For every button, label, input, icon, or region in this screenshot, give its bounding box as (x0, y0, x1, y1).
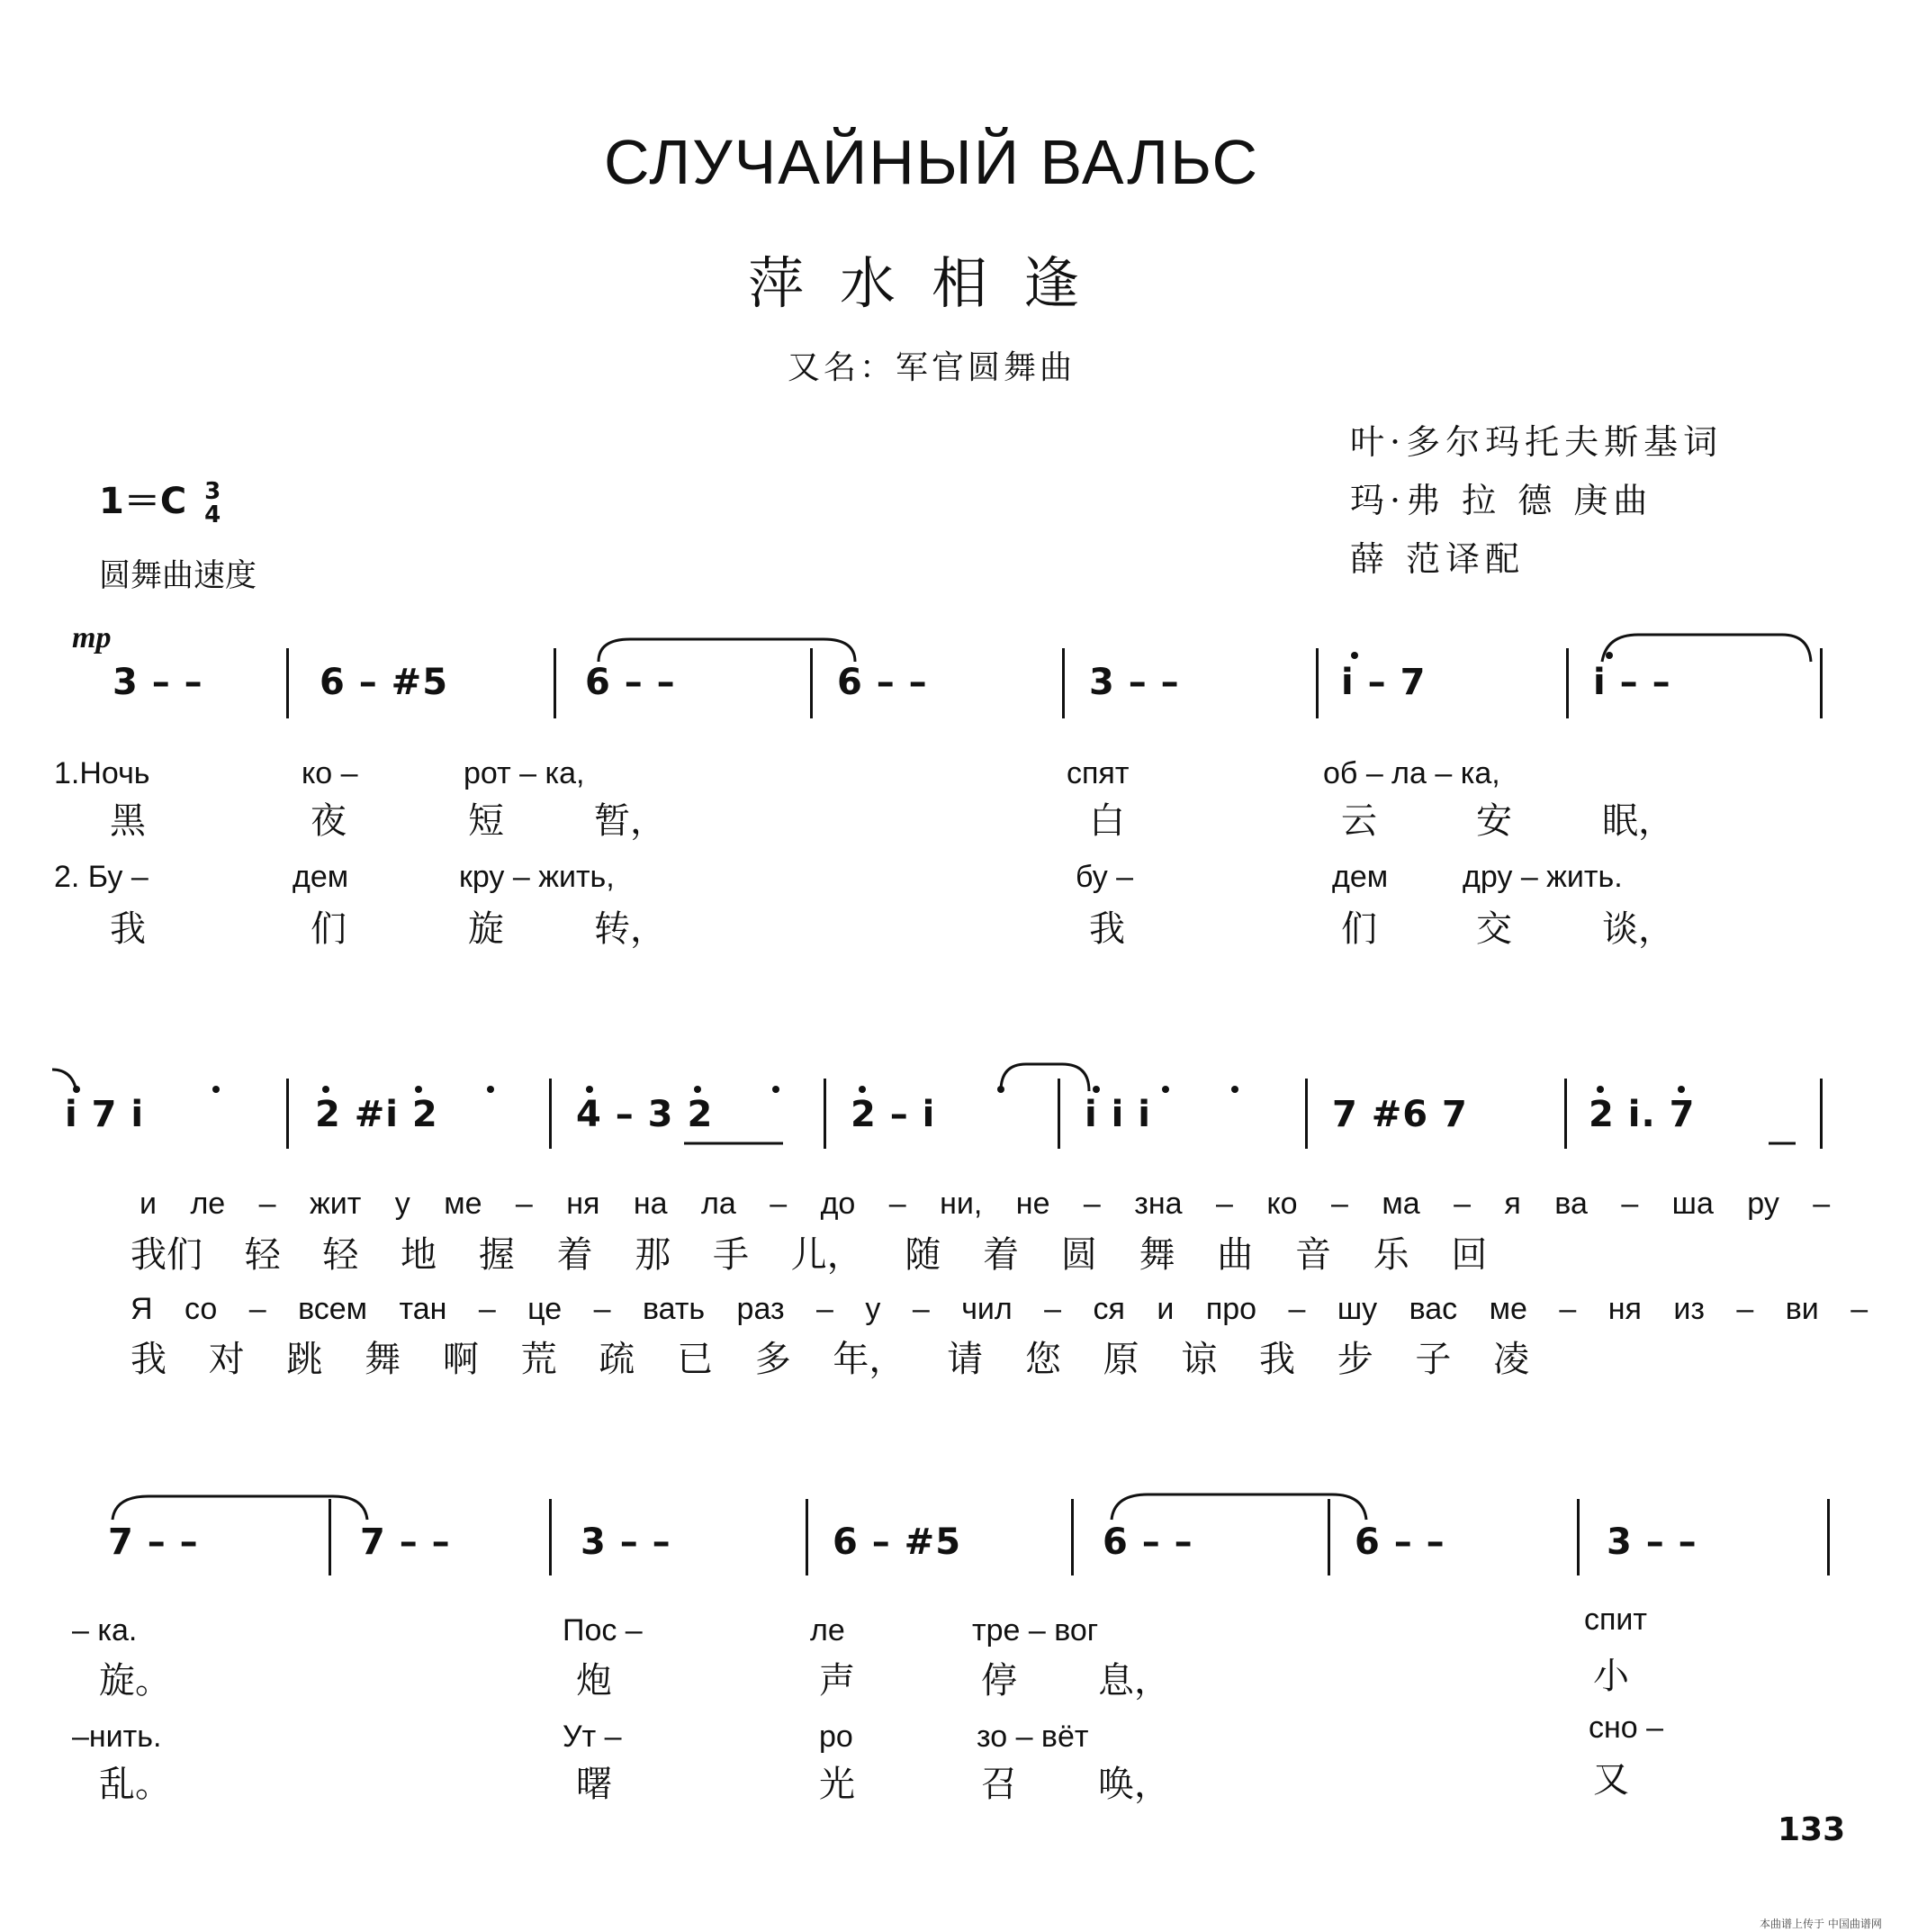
octave-dot (212, 1086, 220, 1093)
lyric-ru-2: дем (1332, 860, 1389, 894)
lyric-ru-2: Ут – (563, 1720, 622, 1754)
octave-dot (487, 1086, 494, 1093)
lyric-ru-1: и ле – жит у ме – ня на ла – до – ни, не – зна – ко – ма – я ва – ша ру – (140, 1187, 1831, 1221)
octave-dot (415, 1086, 422, 1093)
lyric-cn-2: 唤， (1098, 1764, 1170, 1805)
lyric-cn-2: 我 (110, 908, 146, 950)
page-number: 133 (1778, 1811, 1846, 1848)
title-chinese: 萍水相逢 (747, 250, 1115, 316)
octave-dot (859, 1086, 866, 1093)
measure-11-notes: 2 – i (851, 1094, 936, 1135)
translator-credit: 薛 范译配 (1350, 539, 1526, 579)
measure-16-notes: 7 – – (360, 1521, 451, 1563)
lyric-ru-2: дру – жить. (1463, 860, 1623, 894)
lyric-cn-2: 交 (1476, 908, 1512, 950)
lyric-cn-1: 安 (1476, 800, 1512, 842)
lyric-cn-2: 我 (1089, 908, 1125, 950)
octave-dot (997, 1086, 1004, 1093)
measure-9-notes: 2 #i 2 (315, 1094, 438, 1135)
dynamic-marking: mp (72, 621, 112, 655)
lyric-cn-1: 暂， (594, 800, 666, 842)
time-signature: 3 4 (204, 478, 221, 528)
lyric-cn-2: 又 (1593, 1759, 1629, 1801)
lyric-ru-2: 2. Бу – (54, 860, 149, 894)
tie-arc (1602, 635, 1811, 662)
tie-arc (1001, 1064, 1089, 1091)
lyric-cn-2: 召 (981, 1764, 1017, 1805)
composer-credit: 玛·弗 拉 德 庚曲 (1350, 481, 1653, 520)
lyric-ru-2: –нить. (72, 1720, 162, 1754)
lyric-ru-2: сно – (1589, 1711, 1664, 1745)
lyricist-credit: 叶·多尔玛托夫斯基词 (1350, 422, 1724, 462)
lyric-cn-1: 我们 轻 轻 地 握 着 那 手 儿， 随 着 圆 舞 曲 音 乐 回 (131, 1234, 1488, 1276)
lyric-cn-1: 声 (819, 1660, 855, 1702)
octave-dot (1678, 1086, 1685, 1093)
octave-dot (1162, 1086, 1169, 1093)
alternate-name: 又名：军官圆舞曲 (787, 349, 1076, 386)
measure-7-notes: i – – (1593, 662, 1671, 703)
tie-arc (52, 1070, 77, 1091)
lyric-cn-1: 云 (1341, 800, 1377, 842)
lyric-cn-1: 眠， (1602, 800, 1674, 842)
lyric-ru-2: кру – жить, (459, 860, 615, 894)
octave-dot (322, 1086, 329, 1093)
measure-15-notes: 7 – – (108, 1521, 199, 1563)
measure-8-notes: i 7 i (65, 1094, 145, 1135)
measure-6-notes: i – 7 (1341, 662, 1427, 703)
lyric-cn-1: 停 (981, 1660, 1017, 1702)
lyric-cn-2: 我 对 跳 舞 啊 荒 疏 已 多 年， 请 您 原 谅 我 步 子 凌 (131, 1339, 1530, 1380)
lyric-cn-2: 们 (1341, 908, 1377, 950)
lyric-cn-1: 旋。 (99, 1660, 171, 1702)
lyric-cn-1: 短 (468, 800, 504, 842)
octave-dot (1093, 1086, 1100, 1093)
lyric-ru-2: ро (819, 1720, 853, 1754)
lyric-ru-1: спит (1584, 1602, 1647, 1637)
octave-dot (1231, 1086, 1238, 1093)
lyric-ru-1: Пос – (563, 1613, 643, 1648)
tie-arc (599, 639, 855, 662)
lyric-ru-2: дем (293, 860, 349, 894)
measure-20-notes: 6 – – (1355, 1521, 1445, 1563)
lyric-ru-2: зо – вёт (977, 1720, 1089, 1754)
measure-5-notes: 3 – – (1089, 662, 1180, 703)
octave-dot (694, 1086, 701, 1093)
lyric-cn-1: 白 (1089, 800, 1125, 842)
measure-2-notes: 6 – #5 (320, 662, 449, 703)
lyric-cn-1: 炮 (576, 1660, 612, 1702)
tie-arc (113, 1496, 367, 1520)
lyric-cn-1: 息， (1098, 1660, 1170, 1702)
tempo-marking: 圆舞曲速度 (99, 558, 257, 594)
lyric-ru-1: тре – вог (972, 1613, 1099, 1648)
lyric-cn-1: 小 (1593, 1656, 1629, 1697)
lyric-ru-1: об – ла – ка, (1323, 756, 1500, 790)
octave-dot (772, 1086, 779, 1093)
measure-18-notes: 6 – #5 (833, 1521, 962, 1563)
measure-17-notes: 3 – – (581, 1521, 671, 1563)
lyric-ru-1: ле (810, 1613, 845, 1648)
measure-13-notes: 7 #6 7 (1332, 1094, 1468, 1135)
measure-19-notes: 6 – – (1103, 1521, 1193, 1563)
tie-arc (1112, 1494, 1366, 1520)
measure-4-notes: 6 – – (837, 662, 928, 703)
lyric-ru-1: – ка. (72, 1613, 138, 1648)
lyric-ru-1: рот – ка, (464, 756, 585, 790)
measure-21-notes: 3 – – (1607, 1521, 1697, 1563)
lyric-ru-2: Я со – всем тан – це – вать раз – у – чил – ся и про – шу вас ме – ня из – ви – (131, 1292, 1868, 1326)
octave-dot (586, 1086, 593, 1093)
lyric-cn-2: 转， (594, 908, 666, 950)
title-russian: СЛУЧАЙНЫЙ ВАЛЬС (603, 127, 1260, 197)
octave-dot (1351, 652, 1358, 659)
upload-watermark: 本曲谱上传于 中国曲谱网 (1760, 1918, 1882, 1930)
lyric-ru-1: ко – (302, 756, 358, 790)
lyric-cn-2: 谈， (1602, 908, 1674, 950)
lyric-cn-2: 曙 (576, 1764, 612, 1805)
measure-10-notes: 4 – 3 2 (576, 1094, 714, 1135)
lyric-ru-2: бу – (1076, 860, 1134, 894)
octave-dot (1597, 1086, 1604, 1093)
lyric-cn-1: 夜 (311, 800, 347, 842)
measure-14-notes: 2 i. 7 (1589, 1094, 1696, 1135)
octave-dot (1606, 652, 1613, 659)
lyric-cn-2: 们 (311, 908, 347, 950)
lyric-cn-2: 旋 (468, 908, 504, 950)
measure-1-notes: 3 – – (113, 662, 203, 703)
octave-dot (73, 1086, 80, 1093)
lyric-cn-2: 光 (819, 1764, 855, 1805)
key-signature: 1＝C 3 4 (99, 478, 221, 528)
lyric-cn-2: 乱。 (99, 1764, 171, 1805)
lyric-ru-1: 1.Ночь (54, 756, 150, 790)
lyric-cn-1: 黑 (110, 800, 146, 842)
measure-12-notes: i i i (1085, 1094, 1151, 1135)
lyric-ru-1: спят (1067, 756, 1130, 790)
measure-3-notes: 6 – – (585, 662, 676, 703)
